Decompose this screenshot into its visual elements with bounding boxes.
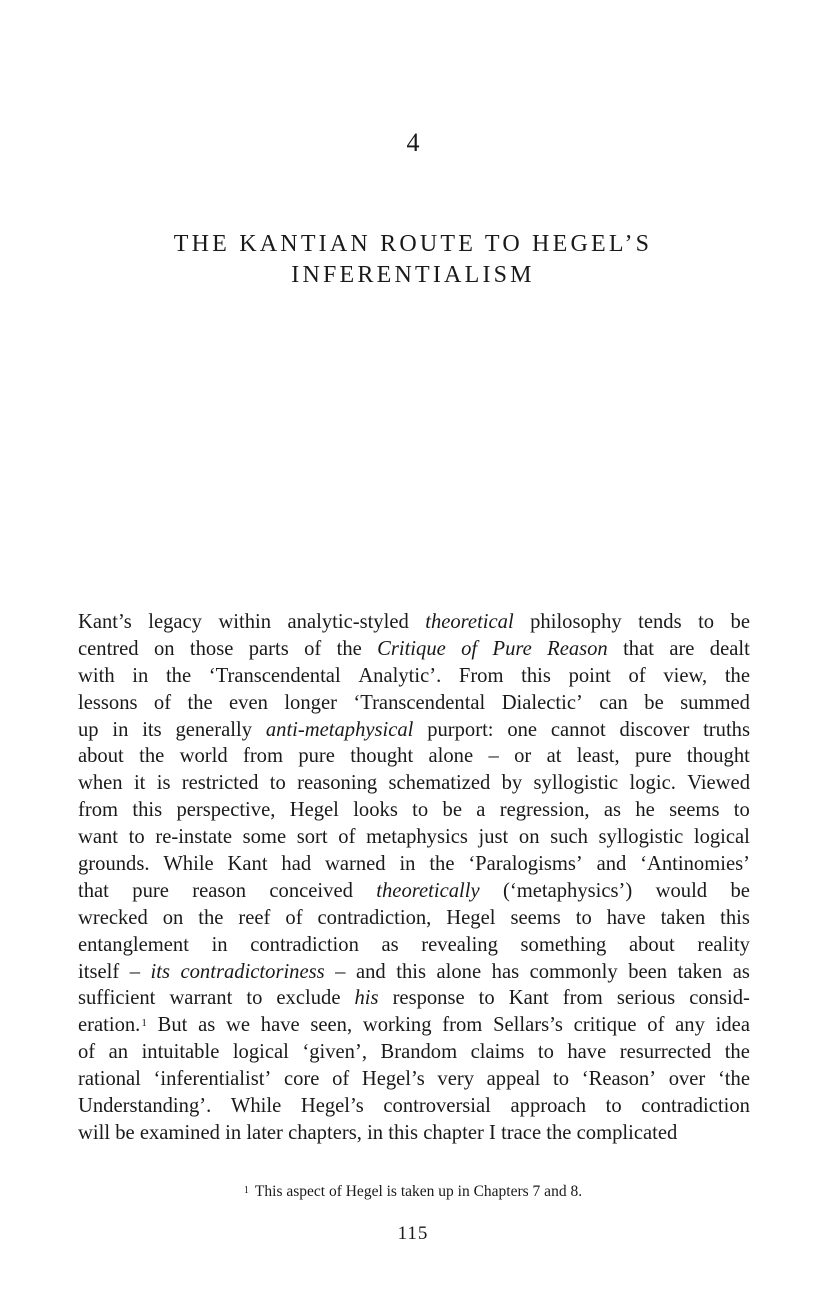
- body-line: entanglement in contradiction as revealing something about reality: [78, 933, 750, 956]
- body-line: that pure reason conceived theoretically (‘metaphysics’) would be: [78, 879, 750, 902]
- chapter-title: [60, 229, 766, 291]
- body-line: itself – its contradictoriness – and this alone has commonly been taken as: [78, 960, 750, 983]
- body-line: Understanding’. While Hegel’s controversial approach to contradiction: [78, 1095, 750, 1118]
- footnote-text: This aspect of Hegel is taken up in Chapters 7 and 8.: [254, 1183, 583, 1200]
- body-line: from this perspective, Hegel looks to be a regression, as he seems to: [78, 799, 750, 822]
- body-line: up in its generally anti-metaphysical purport: one cannot discover truths: [78, 718, 750, 741]
- body-line: grounds. While Kant had warned in the ‘Paralogisms’ and ‘Antinomies’: [78, 853, 750, 876]
- body-line: with in the ‘Transcendental Analytic’. From this point of view, the: [78, 664, 750, 687]
- page-number: 115: [397, 1223, 429, 1244]
- body-line: eration.$^1$ But as we have seen, working from Sellars’s critique of any idea: [78, 1014, 750, 1037]
- footnote-mark: 1: [243, 1185, 249, 1196]
- footnote: [0, 1182, 826, 1202]
- body-line: rational ‘inferentialist’ core of Hegel’s very appeal to ‘Reason’ over ‘the: [78, 1068, 750, 1091]
- body-line: when it is restricted to reasoning schematized by syllogistic logic. Viewed: [78, 772, 750, 795]
- body-line: about the world from pure thought alone – or at least, pure thought: [78, 745, 750, 768]
- body-line: centred on those parts of the Critique of Pure Reason that are dealt: [78, 637, 750, 660]
- chapter-title-line-1: THE KANTIAN ROUTE TO HEGEL’S: [173, 231, 653, 257]
- body-line: lessons of the even longer ‘Transcendental Dialectic’ can be summed: [78, 691, 750, 714]
- body-line: Kant’s legacy within analytic-styled theoretical philosophy tends to be: [78, 611, 750, 633]
- body-line: sufficient warrant to exclude his response to Kant from serious consid-: [78, 987, 750, 1010]
- body-line: will be examined in later chapters, in this chapter I trace the complicated: [78, 1121, 678, 1144]
- footnote-reference[interactable]: 1: [141, 1017, 147, 1030]
- chapter-title-line-2: INFERENTIALISM: [291, 262, 535, 288]
- chapter-number: 4: [406, 128, 420, 157]
- body-line: wrecked on the reef of contradiction, Hegel seems to have taken this: [78, 906, 750, 929]
- body-line: of an intuitable logical ‘given’, Brandom claims to have resurrected the: [78, 1041, 750, 1064]
- body-line: want to re-instate some sort of metaphysics just on such syllogistic logical: [78, 826, 750, 849]
- body-text: [78, 609, 750, 1147]
